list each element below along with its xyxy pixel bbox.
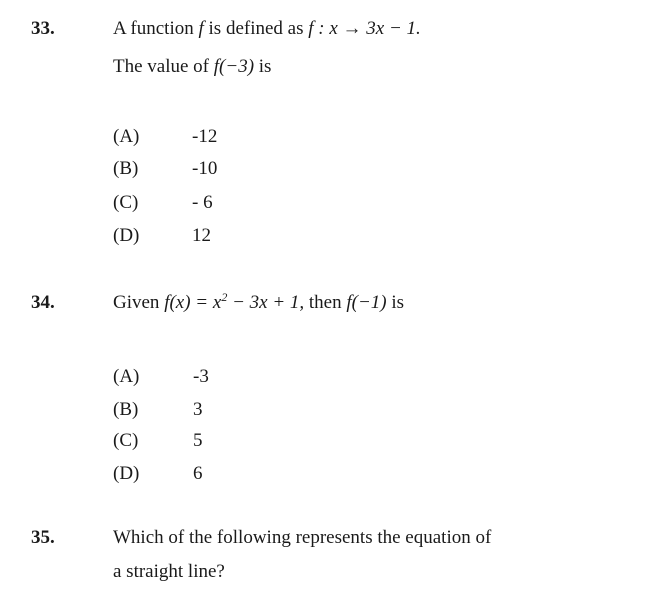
question-text-line-1: A function f is defined as f : x → 3x − 1. [113,18,421,39]
option-b-value: -10 [192,158,218,179]
option-c-value: - 6 [192,192,213,213]
question-number: 35. [31,527,55,548]
function-expression: $f(x) = x^2 - 3x + 1$, [164,290,305,313]
option-a-label: (A) [113,366,140,387]
question-text-line-2: The value of f(−3) is [113,56,272,77]
option-a-value: -12 [192,126,218,147]
option-d-label: (D) [113,225,140,246]
question-number: 34. [31,292,55,313]
option-b-label: (B) [113,158,139,179]
option-d-value: 12 [192,225,211,246]
option-a-value: -3 [193,366,209,387]
question-text-line-1: Given $f(x) = x^2 - 3x + 1$, then f(−1) is [113,290,405,313]
option-b-value: 3 [193,399,203,420]
question-text-line-2: a straight line? [113,561,225,582]
question-text-line-1: Which of the following represents the equation of [113,527,492,548]
option-b-label: (B) [113,399,139,420]
option-c-label: (C) [113,192,139,213]
question-number: 33. [31,18,55,39]
option-c-value: 5 [193,430,203,451]
option-a-label: (A) [113,126,140,147]
option-d-label: (D) [113,463,140,484]
option-c-label: (C) [113,430,139,451]
option-d-value: 6 [193,463,203,484]
